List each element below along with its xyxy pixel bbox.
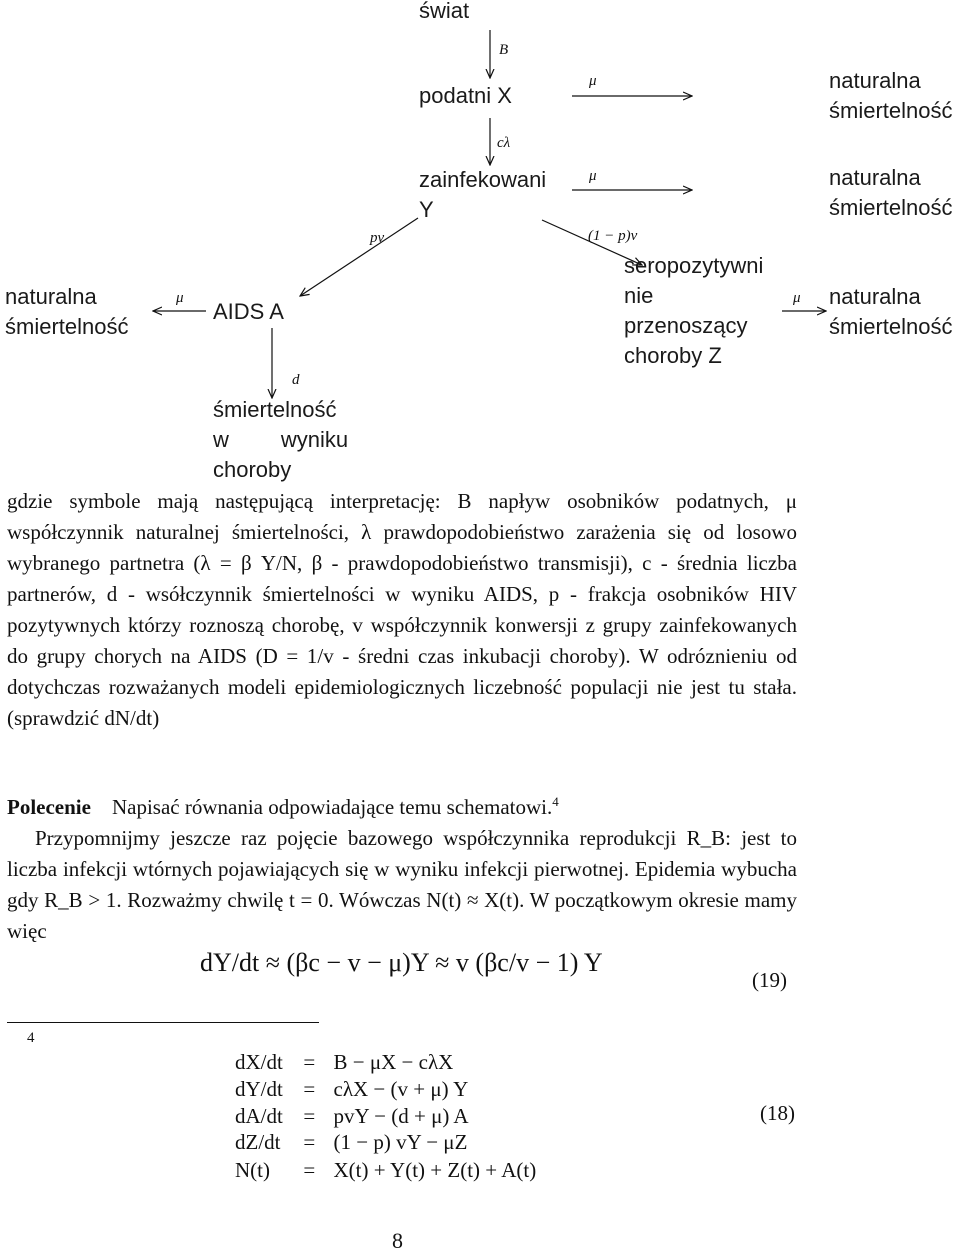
task-text: Napisać równania odpowiadające temu schematowi.: [111, 795, 553, 819]
node-susceptible: podatni X: [419, 83, 512, 108]
label-mu-y: μ: [589, 168, 597, 184]
equals-sign: =: [303, 1077, 316, 1101]
page-number: 8: [392, 1228, 403, 1253]
equals-sign: =: [303, 1104, 316, 1128]
node-seropositive-line: choroby Z: [624, 343, 722, 368]
node-seropositive-line: przenoszący: [624, 313, 748, 338]
task-heading: Polecenie: [7, 795, 91, 819]
equation-rhs: pvY − (d + μ) A: [333, 1104, 469, 1128]
node-seropositive: [624, 251, 763, 371]
node-disease-death: [213, 395, 348, 485]
disease-death-line: śmiertelność: [213, 397, 337, 422]
footnote-mark: 4: [552, 794, 559, 809]
label-to-z: (1 − p)v: [588, 228, 638, 244]
equation-lhs: dY/dt: [235, 1077, 283, 1101]
arrow-to-aids: [300, 218, 418, 296]
equation-row: [235, 1104, 469, 1129]
equation-lhs: dA/dt: [235, 1104, 283, 1128]
equation-row: [235, 1050, 453, 1075]
equation-lhs: N(t): [235, 1158, 270, 1182]
footnote-number: 4: [27, 1030, 35, 1046]
equation-row: [235, 1130, 467, 1155]
footnote-rule: [7, 1022, 319, 1023]
equation-rhs: X(t) + Y(t) + Z(t) + A(t): [333, 1158, 537, 1182]
equation-19-number: (19): [752, 968, 787, 992]
equals-sign: =: [303, 1130, 316, 1154]
label-infection: cλ: [497, 135, 511, 151]
equation-18-number: (18): [760, 1101, 795, 1125]
equation-rhs: B − μX − cλX: [333, 1050, 454, 1074]
equals-sign: =: [303, 1050, 316, 1074]
label-aids-death: d: [292, 372, 300, 388]
equation-lhs: dZ/dt: [235, 1130, 281, 1154]
diagram-arrows: [0, 0, 960, 400]
description-paragraph: gdzie symbole mają następującą interpretację: B napływ osobników podatnych, μ współczynnik naturalnej śmiertelności, λ prawdopodobieństwo zarażenia się od losowo wybranego partnetra (λ = β Y/N, β - prawdopodobieństwo transmisji), c - średnia liczba partnerów, d - wsółczynnik śmiertelności w wyniku AIDS, p - frakcja osobników HIV pozytywnych którzy roznoszą chorobę, v współczynnik konwersji z grupy zainfekowanych do grupy chorych na AIDS (D = 1/v - średni czas inkubacji choroby). W odróznieniu od dotychczas rozważanych modeli epidemiologicznych liczebność populacji nie jest tu stała. (sprawdzić dN/dt): [7, 489, 797, 730]
node-seropositive-line: seropozytywni: [624, 253, 764, 278]
death-label: śmiertelność: [829, 195, 953, 220]
equation-lhs: dX/dt: [235, 1050, 283, 1074]
node-natural-death-x: [829, 66, 952, 126]
node-natural-death-z: [829, 282, 952, 342]
equation-rhs: (1 − p) vY − μZ: [333, 1130, 468, 1154]
death-label: naturalna: [829, 68, 921, 93]
task-block: [7, 786, 797, 947]
node-natural-death-a: [5, 282, 128, 342]
label-mu-z: μ: [793, 290, 801, 306]
node-natural-death-y: [829, 163, 952, 223]
label-inflow: B: [499, 42, 509, 58]
node-infected-line2: Y: [419, 197, 434, 222]
disease-death-line: [213, 425, 348, 455]
death-label: naturalna: [5, 284, 97, 309]
disease-death-word: wyniku: [280, 427, 349, 452]
node-aids: AIDS A: [213, 299, 284, 324]
equation-row: [235, 1158, 536, 1183]
death-label: śmiertelność: [829, 314, 953, 339]
symbol-description: [7, 486, 797, 734]
equation-rhs: cλX − (v + μ) Y: [333, 1077, 469, 1101]
reproduction-paragraph: Przypomnijmy jeszcze raz pojęcie bazowego współczynnika reprodukcji R_B: jest to liczba infekcji wtórnych pojawiających się w wyniku infekcji pierwotnej. Epidemia wybucha gdy R_B > 1. Rozważmy chwilę t = 0. Wówczas N(t) ≈ X(t). W początkowym okresie mamy więc: [7, 826, 797, 943]
node-world: świat: [419, 0, 470, 23]
death-label: naturalna: [829, 165, 921, 190]
disease-death-word: w: [213, 427, 229, 452]
node-infected-line1: zainfekowani: [419, 167, 547, 192]
task-paragraph: [7, 786, 797, 823]
label-to-aids: pv: [370, 230, 385, 246]
death-label: śmiertelność: [5, 314, 129, 339]
label-mu-a: μ: [176, 290, 184, 306]
node-seropositive-line: nie: [624, 283, 654, 308]
equation-19: dY/dt ≈ (βc − v − μ)Y ≈ v (βc/v − 1) Y: [200, 948, 603, 977]
label-mu-x: μ: [589, 73, 597, 89]
death-label: naturalna: [829, 284, 921, 309]
equation-row: [235, 1077, 468, 1102]
disease-death-line: choroby: [213, 457, 292, 482]
death-label: śmiertelność: [829, 98, 953, 123]
equals-sign: =: [303, 1158, 316, 1182]
